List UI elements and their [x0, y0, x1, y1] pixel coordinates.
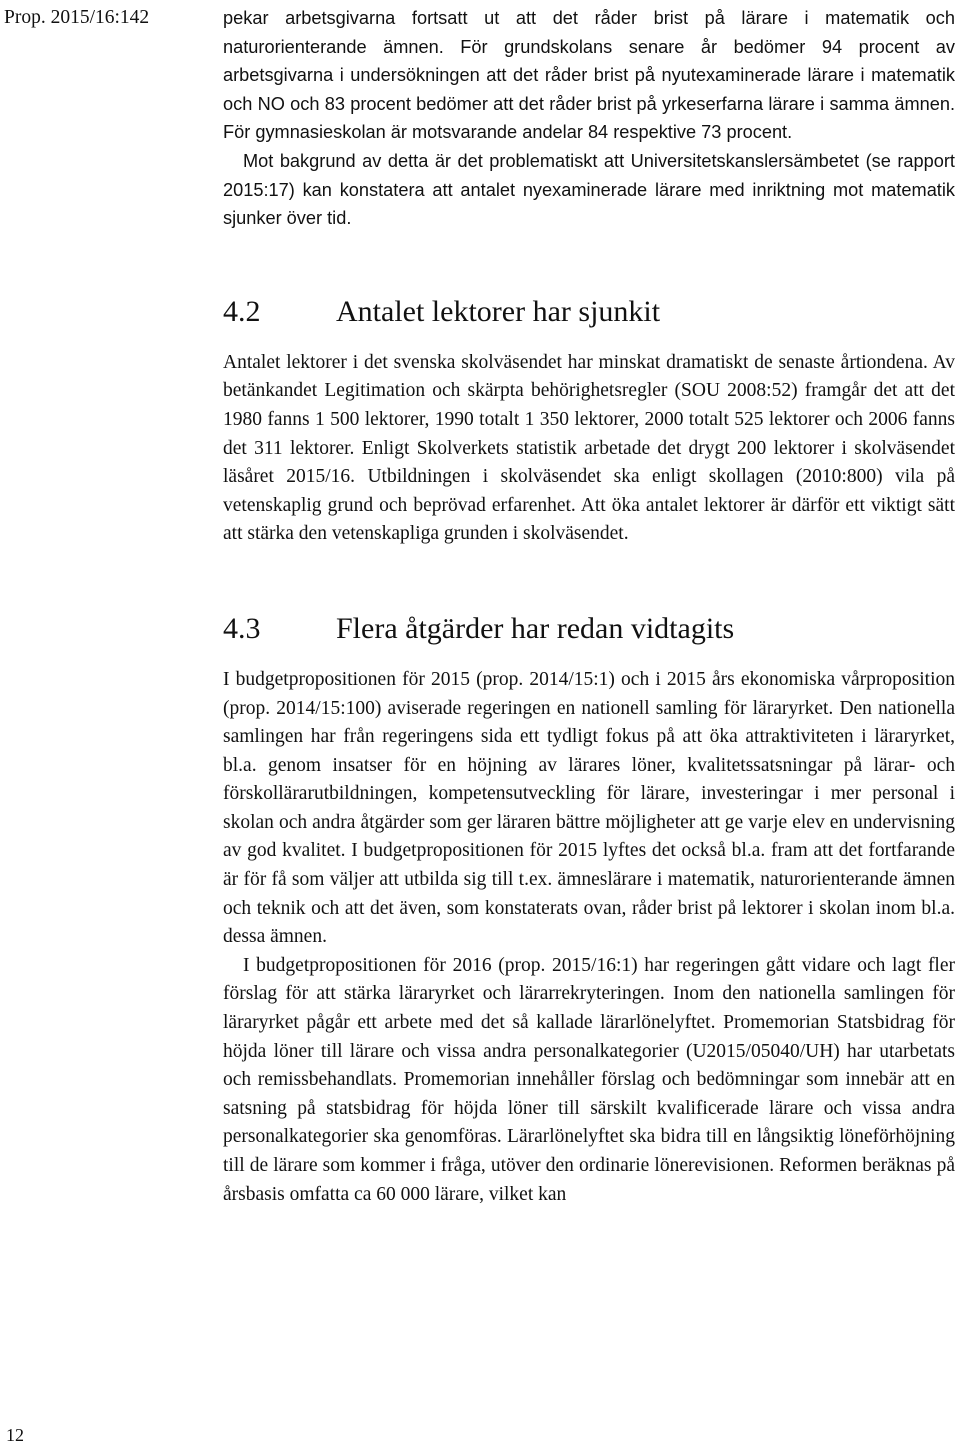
margin-reference: Prop. 2015/16:142	[4, 7, 150, 28]
section-4-3-title: Flera åtgärder har redan vidtagits	[336, 611, 735, 645]
section-4-2-heading	[223, 292, 955, 332]
section-4-3-heading	[223, 609, 955, 649]
section-4-3-number: 4.3	[223, 611, 261, 645]
section-4-3-paragraph-1: I budgetpropositionen för 2015 (prop. 2014/15:1) och i 2015 års ekonomiska vårproposition (prop. 2014/15:100) aviserade regeringen en nationell samling för läraryrket. Den nationella samlingen har från regeringens sida ett tydligt fokus på att öka attraktiviteten i läraryrket, bl.a. genom insatser för en höjning av lärares löner, kvalitetssatsningar på lärar- och förskollärarutbildningen, kompetensutveckling för lärare, investeringar i mer personal i skolan och andra åtgärder som ger läraren bättre möjligheter att ge varje elev en undervisning av god kvalitet. I budgetpropositionen för 2015 lyftes det också bl.a. fram att det fortfarande är för få som väljer att utbilda sig till t.ex. ämneslärare i matematik, naturorienterande ämnen och teknik och att det även, som konstaterats ovan, råder brist på lektorer i skolan inom bl.a. dessa ämnen.	[223, 668, 955, 948]
section-4-2-number: 4.2	[223, 294, 261, 328]
intro-paragraph-1: pekar arbetsgivarna fortsatt ut att det råder brist på lärare i matematik och naturorienterande ämnen. För grundskolans senare år bedömer 94 procent av arbetsgivarna i undersökningen att det råder brist på nyutexaminerade lärare i matematik och NO och 83 procent bedömer att det råder brist på yrkeserfarna lärare i samma ämnen. För gymnasieskolan är motsvarande andelar 84 respektive 73 procent.	[223, 8, 955, 143]
page-number: 12	[6, 1425, 24, 1445]
section-4-2-title: Antalet lektorer har sjunkit	[336, 294, 661, 328]
section-4-3-paragraph-2: I budgetpropositionen för 2016 (prop. 2015/16:1) har regeringen gått vidare och lagt fler förslag för att stärka läraryrket och lärarrekryteringen. Inom den nationella samlingen för läraryrket pågår ett arbete med det så kallade lärarlönelyftet. Promemorian Statsbidrag för höjda löner till lärare och vissa andra personalkategorier (U2015/05040/UH) har utarbetats och remissbehandlats. Promemorian innehåller förslag och bedömningar som innebär att en satsning på statsbidrag för höjda löner till särskilt kvalificerade lärare och vissa andra personalkategorier ska genomföras. Lärarlönelyftet ska bidra till en långsiktig löneförhöjning till de lärare som kommer i fråga, utöver den ordinarie lönerevisionen. Reformen beräknas på årsbasis omfatta ca 60 000 lärare, vilket kan	[223, 954, 955, 1205]
main-text-column	[223, 4, 955, 1209]
section-4-2-paragraph: Antalet lektorer i det svenska skolväsendet har minskat dramatiskt de senaste årtiondena. Av betänkandet Legitimation och skärpta behörighetsregler (SOU 2008:52) framgår det att det 1980 fanns 1 500 lektorer, 1990 totalt 1 350 lektorer, 2000 totalt 525 lektorer och 2006 fanns det 311 lektorer. Enligt Skolverkets statistik arbetade det drygt 200 lektorer i skolväsendet läsåret 2015/16. Utbildningen i skolväsendet ska enligt skollagen (2010:800) vila på vetenskaplig grund och beprövad erfarenhet. Att öka antalet lektorer är därför ett viktigt sätt att stärka den vetenskapliga grunden i skolväsendet.	[223, 351, 955, 545]
intro-paragraph-2: Mot bakgrund av detta är det problematiskt att Universitetskanslersämbetet (se rapport 2015:17) kan konstatera att antalet nyexaminerade lärare med inriktning mot matematik sjunker över tid.	[223, 150, 955, 229]
